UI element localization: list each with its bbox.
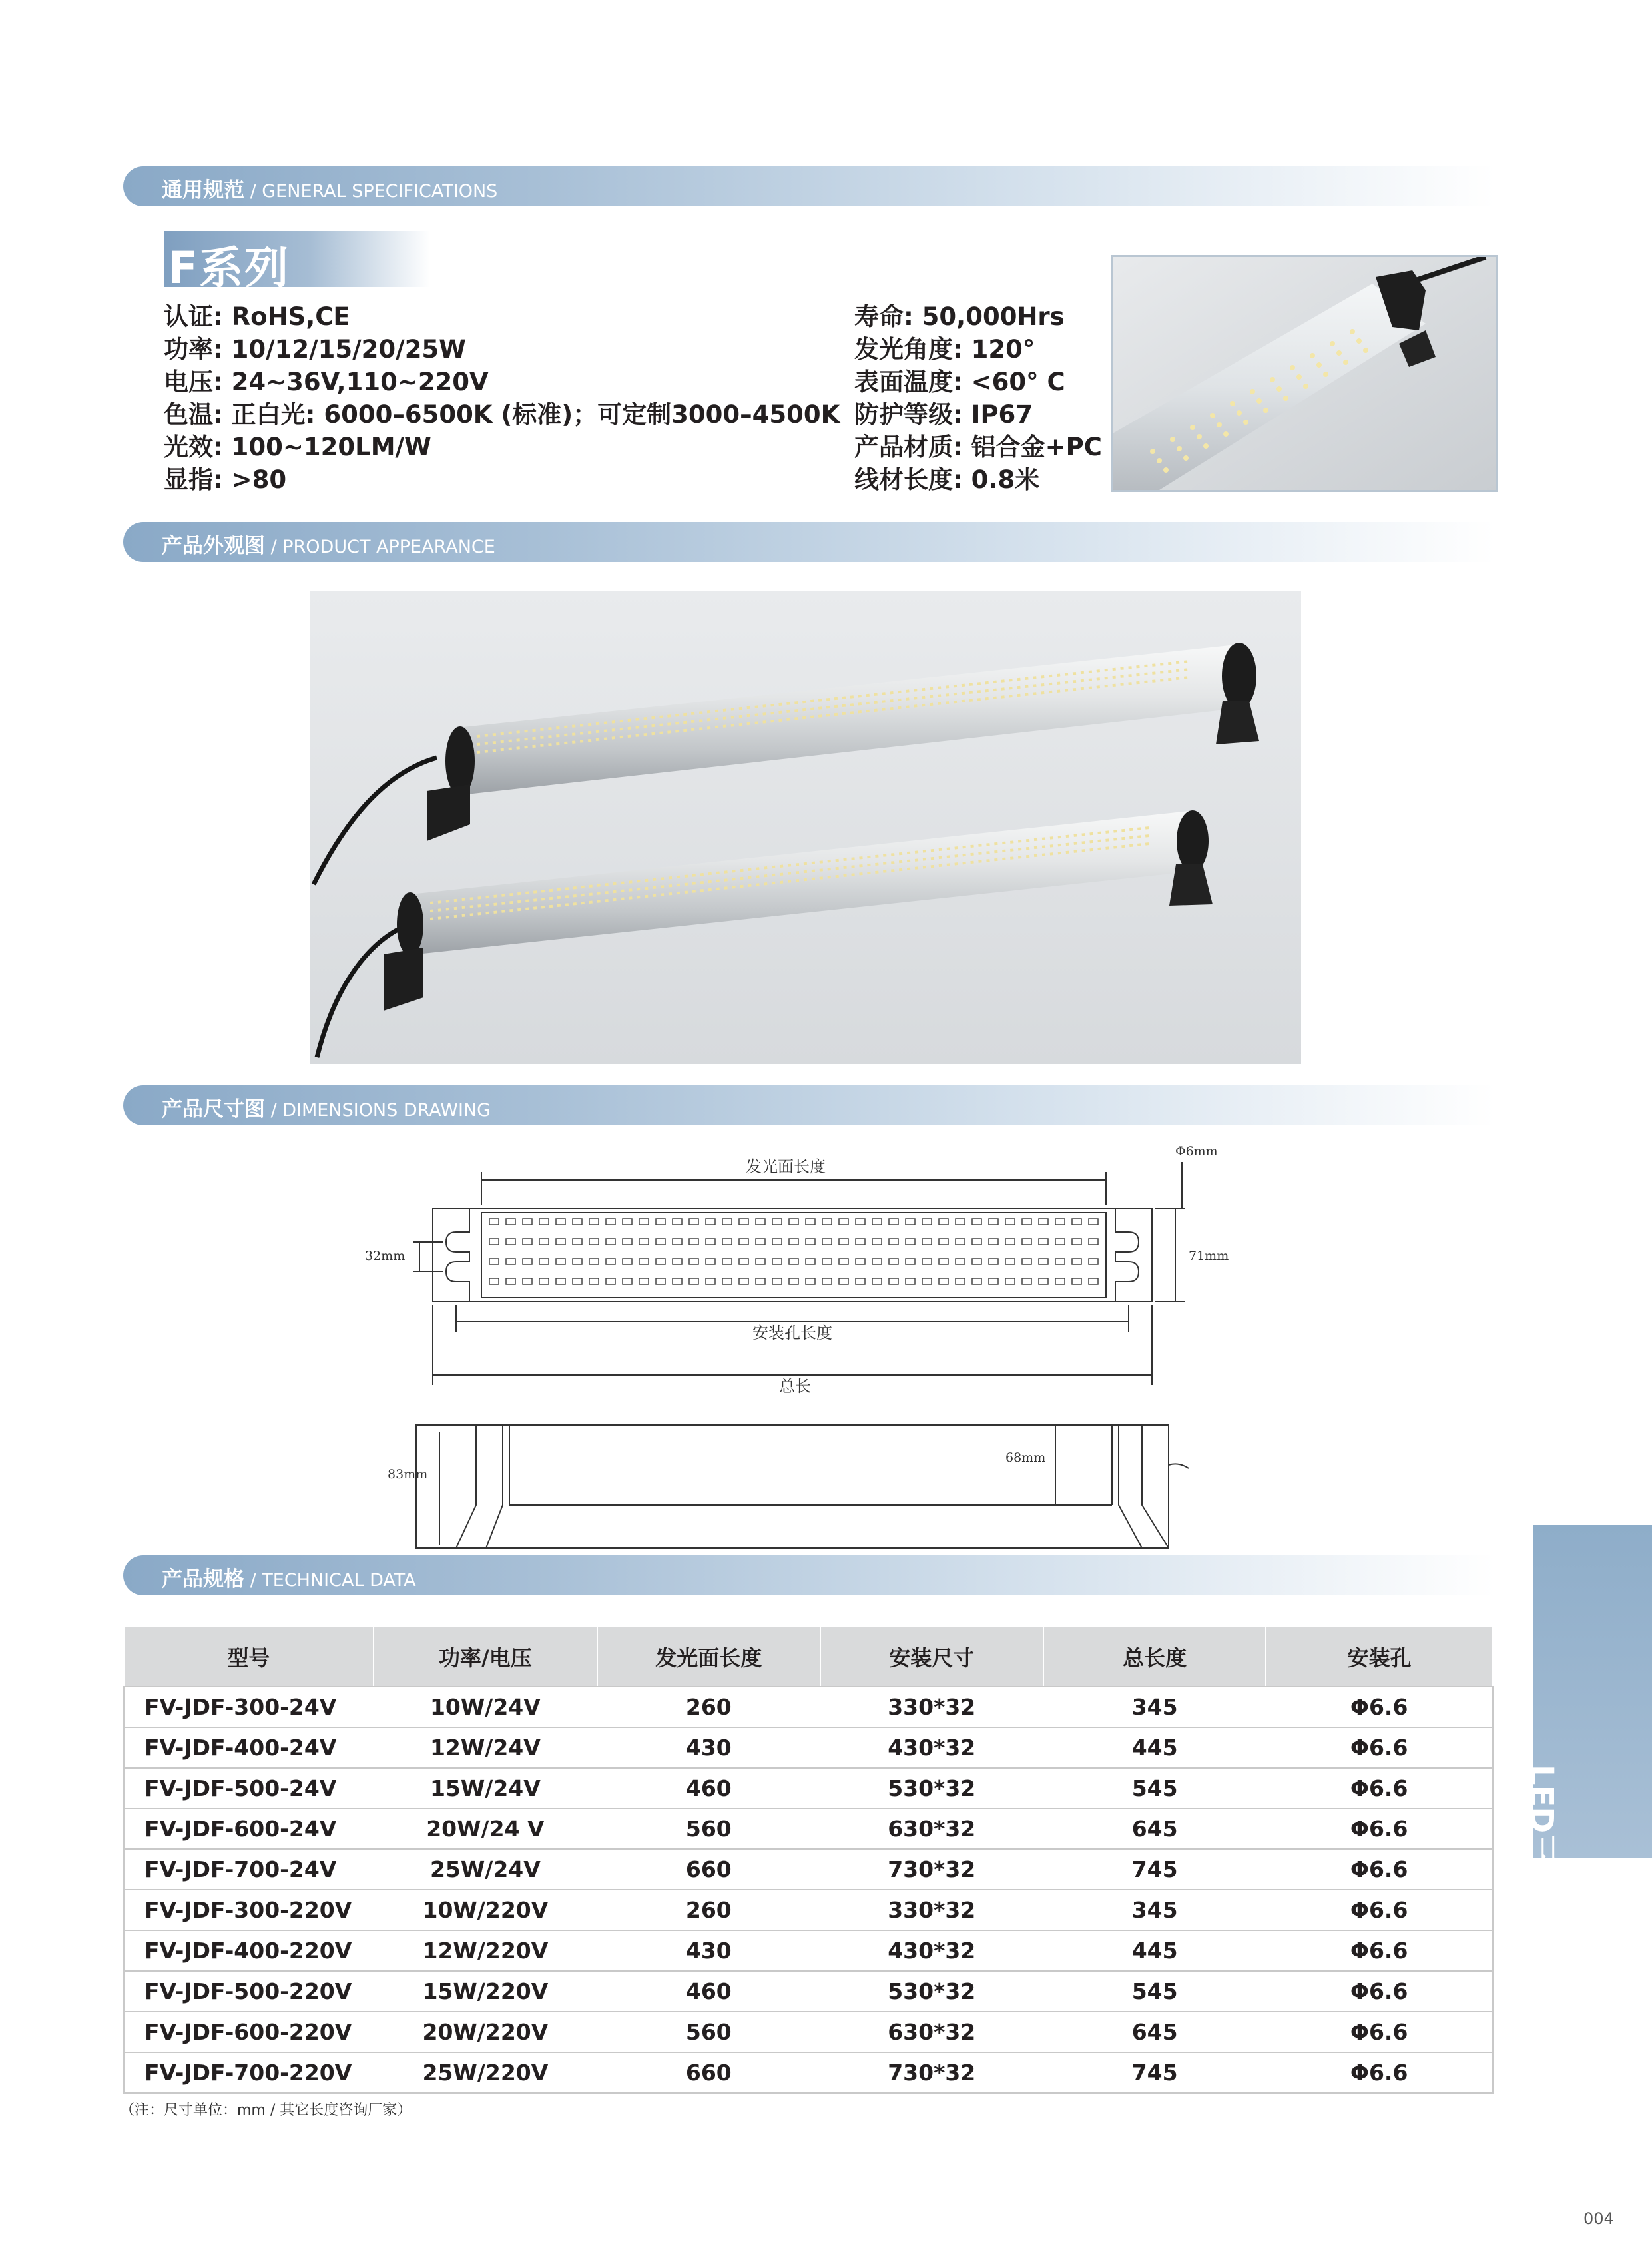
led-chip (789, 1239, 798, 1245)
column-header: 型号 (124, 1627, 374, 1687)
led-chip (839, 1219, 848, 1225)
led-chip (1089, 1278, 1098, 1284)
spec-item: 寿命: 50,000Hrs (854, 302, 1065, 331)
table-row (124, 1809, 1493, 1849)
led-chip (756, 1259, 765, 1264)
table-cell: FV-JDF-700-220V (124, 2052, 374, 2093)
table-cell: Φ6.6 (1266, 1727, 1493, 1768)
led-chip (889, 1219, 898, 1225)
table-cell: 260 (597, 1687, 820, 1727)
led-chip (556, 1219, 565, 1225)
table-cell: 745 (1043, 1849, 1266, 1890)
led-chip (506, 1219, 515, 1225)
led-chip (489, 1239, 499, 1245)
led-chip (639, 1259, 649, 1264)
dim-side-height: 83mm (388, 1467, 428, 1482)
led-chip (856, 1239, 865, 1245)
technical-data-table (123, 1626, 1494, 2094)
spec-item: 功率: 10/12/15/20/25W (164, 335, 466, 364)
section-title: 产品规格 / TECHNICAL DATA (162, 1567, 416, 1591)
table-cell: 630*32 (820, 2012, 1043, 2052)
led-chip (989, 1219, 998, 1225)
table-cell: FV-JDF-300-24V (124, 1687, 374, 1727)
table-cell: 10W/220V (374, 1890, 597, 1930)
table-row (124, 2012, 1493, 2052)
table-cell: FV-JDF-500-24V (124, 1768, 374, 1809)
led-chip (656, 1278, 665, 1284)
section-header-appearance (123, 522, 1495, 562)
led-chip (1022, 1278, 1031, 1284)
table-note: （注：尺寸单位：mm / 其它长度咨询厂家） (120, 2102, 412, 2119)
led-chip (889, 1278, 898, 1284)
led-chip (772, 1219, 782, 1225)
led-chip (922, 1278, 932, 1284)
table-cell: 330*32 (820, 1890, 1043, 1930)
table-cell: FV-JDF-400-220V (124, 1930, 374, 1971)
led-chip (589, 1278, 599, 1284)
table-row (124, 1930, 1493, 1971)
table-cell: 445 (1043, 1727, 1266, 1768)
table-cell: 12W/220V (374, 1930, 597, 1971)
table-cell: 545 (1043, 1971, 1266, 2012)
table-cell: 660 (597, 2052, 820, 2093)
led-chip (939, 1278, 948, 1284)
side-category-tab (1523, 1525, 1652, 1994)
table-cell: 530*32 (820, 1971, 1043, 2012)
dim-slot-height: 32mm (365, 1249, 406, 1263)
led-chip (589, 1259, 599, 1264)
dimensions-drawing (346, 1132, 1305, 1558)
led-chip (989, 1259, 998, 1264)
led-chip (739, 1259, 748, 1264)
led-chip (789, 1219, 798, 1225)
led-chip (722, 1219, 732, 1225)
led-chip (1072, 1239, 1081, 1245)
led-chip (1022, 1259, 1031, 1264)
led-chip (689, 1219, 698, 1225)
led-chip (756, 1278, 765, 1284)
led-chip (856, 1259, 865, 1264)
led-chip (623, 1219, 632, 1225)
table-cell: 560 (597, 1809, 820, 1849)
led-chip (806, 1239, 815, 1245)
led-chip (822, 1239, 832, 1245)
table-cell: 345 (1043, 1890, 1266, 1930)
section-header-dimensions (123, 1085, 1495, 1125)
spec-item: 线材长度: 0.8米 (854, 465, 1040, 494)
product-closeup-photo (1111, 255, 1498, 492)
table-cell: FV-JDF-400-24V (124, 1727, 374, 1768)
table-cell: FV-JDF-700-24V (124, 1849, 374, 1890)
dim-emit-length: 发光面长度 (746, 1157, 826, 1176)
led-chip (1039, 1219, 1048, 1225)
led-chip (1072, 1278, 1081, 1284)
table-cell: 645 (1043, 1809, 1266, 1849)
section-title: 通用规范 / GENERAL SPECIFICATIONS (162, 178, 498, 202)
led-chip (589, 1219, 599, 1225)
table-cell: Φ6.6 (1266, 1687, 1493, 1727)
led-chip (772, 1239, 782, 1245)
column-header: 安装尺寸 (820, 1627, 1043, 1687)
led-chip (656, 1259, 665, 1264)
led-chip (1005, 1219, 1015, 1225)
led-chip (722, 1259, 732, 1264)
led-chip (839, 1278, 848, 1284)
spec-item: 发光角度: 120° (854, 335, 1035, 364)
led-chip (606, 1278, 615, 1284)
led-chip (656, 1239, 665, 1245)
table-cell: 25W/24V (374, 1849, 597, 1890)
spec-item: 防护等级: IP67 (854, 400, 1033, 429)
led-chip (1055, 1259, 1065, 1264)
led-chip (822, 1278, 832, 1284)
table-cell: Φ6.6 (1266, 1768, 1493, 1809)
led-chip (972, 1239, 981, 1245)
led-chip (756, 1239, 765, 1245)
table-cell: 730*32 (820, 1849, 1043, 1890)
led-chip (706, 1278, 715, 1284)
table-cell: 660 (597, 1849, 820, 1890)
led-chip (589, 1239, 599, 1245)
led-chip (706, 1259, 715, 1264)
table-row (124, 1971, 1493, 2012)
led-chip (1022, 1219, 1031, 1225)
led-chip (806, 1219, 815, 1225)
dim-end-height: 71mm (1189, 1249, 1229, 1263)
table-row (124, 2052, 1493, 2093)
table-cell: Φ6.6 (1266, 2052, 1493, 2093)
led-chip (489, 1278, 499, 1284)
led-chip (489, 1219, 499, 1225)
led-chip (822, 1259, 832, 1264)
table-cell: 12W/24V (374, 1727, 597, 1768)
led-chip (606, 1259, 615, 1264)
led-chip (989, 1239, 998, 1245)
led-chip (1055, 1239, 1065, 1245)
led-chip (489, 1259, 499, 1264)
led-chip (956, 1219, 965, 1225)
led-chip (523, 1259, 532, 1264)
dim-mount-length: 安装孔长度 (752, 1324, 832, 1342)
led-chip (922, 1219, 932, 1225)
table-cell: 20W/220V (374, 2012, 597, 2052)
table-cell: FV-JDF-300-220V (124, 1890, 374, 1930)
led-chip (689, 1278, 698, 1284)
spec-item: 电压: 24~36V,110~220V (164, 368, 489, 396)
table-cell: Φ6.6 (1266, 1930, 1493, 1971)
lamps-illustration (310, 591, 1301, 1064)
led-chip (739, 1219, 748, 1225)
led-chip (506, 1278, 515, 1284)
led-chip (556, 1259, 565, 1264)
table-cell: 430*32 (820, 1930, 1043, 1971)
led-chip (972, 1219, 981, 1225)
table-cell: 430*32 (820, 1727, 1043, 1768)
led-chip (989, 1278, 998, 1284)
dim-hole-dia: Φ6mm (1175, 1144, 1218, 1159)
table-cell: 15W/220V (374, 1971, 597, 2012)
table-cell: 15W/24V (374, 1768, 597, 1809)
led-chip (789, 1259, 798, 1264)
led-chip (523, 1239, 532, 1245)
led-chip (539, 1259, 549, 1264)
section-title: 产品外观图 / PRODUCT APPEARANCE (162, 534, 495, 558)
led-chip (1005, 1278, 1015, 1284)
led-chip (906, 1239, 915, 1245)
table-cell: 530*32 (820, 1768, 1043, 1809)
led-chip (706, 1219, 715, 1225)
table-row (124, 1768, 1493, 1809)
column-header: 安装孔 (1266, 1627, 1493, 1687)
led-chip (906, 1219, 915, 1225)
product-photo (310, 591, 1301, 1064)
led-chip (1039, 1278, 1048, 1284)
led-chip (623, 1259, 632, 1264)
led-chip (556, 1239, 565, 1245)
spec-item: 显指: >80 (164, 465, 287, 494)
led-chip (889, 1259, 898, 1264)
led-chip (1089, 1259, 1098, 1264)
table-header-row (124, 1627, 1493, 1687)
led-chip (673, 1219, 682, 1225)
led-chip (806, 1278, 815, 1284)
spec-item: 色温: 正白光: 6000–6500K (标准)；可定制3000–4500K (164, 400, 840, 429)
table-cell: 545 (1043, 1768, 1266, 1809)
led-chip (706, 1239, 715, 1245)
column-header: 功率/电压 (374, 1627, 597, 1687)
table-cell: Φ6.6 (1266, 1809, 1493, 1849)
led-chip (639, 1278, 649, 1284)
led-chip (523, 1278, 532, 1284)
section-header-general (123, 166, 1495, 206)
led-chip (806, 1259, 815, 1264)
table-row (124, 1727, 1493, 1768)
led-chip (556, 1278, 565, 1284)
dim-total-length: 总长 (779, 1377, 811, 1396)
table-cell: 430 (597, 1727, 820, 1768)
spec-item: 认证: RoHS,CE (164, 302, 350, 331)
spec-item: 表面温度: <60° C (854, 368, 1065, 396)
table-cell: 645 (1043, 2012, 1266, 2052)
led-chip (939, 1259, 948, 1264)
led-chip (539, 1239, 549, 1245)
led-chip (539, 1278, 549, 1284)
led-chip (1089, 1219, 1098, 1225)
led-chip (972, 1259, 981, 1264)
led-chip (956, 1239, 965, 1245)
section-title: 产品尺寸图 / DIMENSIONS DRAWING (162, 1097, 491, 1121)
table-cell: FV-JDF-600-24V (124, 1809, 374, 1849)
led-chip (673, 1239, 682, 1245)
led-chip (506, 1239, 515, 1245)
led-chip (1055, 1278, 1065, 1284)
spec-item: 产品材质: 铝合金+PC (854, 433, 1102, 461)
led-chip (1072, 1259, 1081, 1264)
table-cell: 460 (597, 1768, 820, 1809)
table-cell: 730*32 (820, 2052, 1043, 2093)
led-chip (872, 1259, 882, 1264)
led-chip (739, 1278, 748, 1284)
led-chip (656, 1219, 665, 1225)
led-chip (939, 1219, 948, 1225)
led-chip (872, 1219, 882, 1225)
led-chip (789, 1278, 798, 1284)
page-number: 004 (1583, 2209, 1614, 2228)
led-chip (1089, 1239, 1098, 1245)
led-chip (772, 1278, 782, 1284)
table-cell: 460 (597, 1971, 820, 2012)
dim-body-height: 68mm (1005, 1450, 1046, 1465)
table-cell: 20W/24 V (374, 1809, 597, 1849)
column-header: 发光面长度 (597, 1627, 820, 1687)
series-title: F系列 (168, 242, 290, 294)
table-cell: FV-JDF-500-220V (124, 1971, 374, 2012)
led-chip (772, 1259, 782, 1264)
led-chip (639, 1239, 649, 1245)
spec-item: 光效: 100~120LM/W (164, 433, 431, 461)
table-row (124, 1687, 1493, 1727)
table-cell: Φ6.6 (1266, 1971, 1493, 2012)
led-chip (1005, 1259, 1015, 1264)
table-cell: 10W/24V (374, 1687, 597, 1727)
led-chip (623, 1278, 632, 1284)
led-chip (539, 1219, 549, 1225)
table-cell: 560 (597, 2012, 820, 2052)
led-chip (922, 1259, 932, 1264)
led-chip (839, 1239, 848, 1245)
table-cell: Φ6.6 (1266, 1890, 1493, 1930)
table-cell: 260 (597, 1890, 820, 1930)
led-chip (639, 1219, 649, 1225)
led-chip (872, 1239, 882, 1245)
table-cell: 345 (1043, 1687, 1266, 1727)
led-chip (872, 1278, 882, 1284)
led-chip (739, 1239, 748, 1245)
table-cell: 430 (597, 1930, 820, 1971)
table-cell: 25W/220V (374, 2052, 597, 2093)
led-chip (573, 1219, 582, 1225)
led-chip (1072, 1219, 1081, 1225)
series-title-box (164, 231, 430, 294)
led-chip (673, 1278, 682, 1284)
led-chip (1005, 1239, 1015, 1245)
led-chip (856, 1219, 865, 1225)
led-chip (956, 1278, 965, 1284)
led-chip (722, 1278, 732, 1284)
table-cell: 445 (1043, 1930, 1266, 1971)
led-chip (1055, 1219, 1065, 1225)
table-cell: 745 (1043, 2052, 1266, 2093)
led-chip (606, 1239, 615, 1245)
led-chip (906, 1259, 915, 1264)
led-chip (956, 1259, 965, 1264)
led-chip (822, 1219, 832, 1225)
table-row (124, 1890, 1493, 1930)
led-chip (689, 1259, 698, 1264)
side-tab-label: LED三防工作灯 (1523, 1765, 1560, 1994)
table-cell: Φ6.6 (1266, 2012, 1493, 2052)
led-chip (523, 1219, 532, 1225)
led-chip (1022, 1239, 1031, 1245)
led-chip (722, 1239, 732, 1245)
led-chip (972, 1278, 981, 1284)
led-chip (573, 1239, 582, 1245)
led-chip (906, 1278, 915, 1284)
table-cell: 630*32 (820, 1809, 1043, 1849)
led-chip (506, 1259, 515, 1264)
led-chip (1039, 1259, 1048, 1264)
led-chip (606, 1219, 615, 1225)
led-chip (922, 1239, 932, 1245)
table-cell: Φ6.6 (1266, 1849, 1493, 1890)
table-row (124, 1849, 1493, 1890)
table-cell: 330*32 (820, 1687, 1043, 1727)
led-chip (839, 1259, 848, 1264)
closeup-lamp-illustration (1113, 257, 1496, 490)
led-chip (889, 1239, 898, 1245)
led-chip (1039, 1239, 1048, 1245)
led-chip (939, 1239, 948, 1245)
led-chip (623, 1239, 632, 1245)
led-chip (573, 1278, 582, 1284)
led-chip (573, 1259, 582, 1264)
column-header: 总长度 (1043, 1627, 1266, 1687)
led-chip (689, 1239, 698, 1245)
table-cell: FV-JDF-600-220V (124, 2012, 374, 2052)
led-chip (756, 1219, 765, 1225)
section-header-technical (123, 1555, 1495, 1595)
led-chip (673, 1259, 682, 1264)
led-chip (856, 1278, 865, 1284)
